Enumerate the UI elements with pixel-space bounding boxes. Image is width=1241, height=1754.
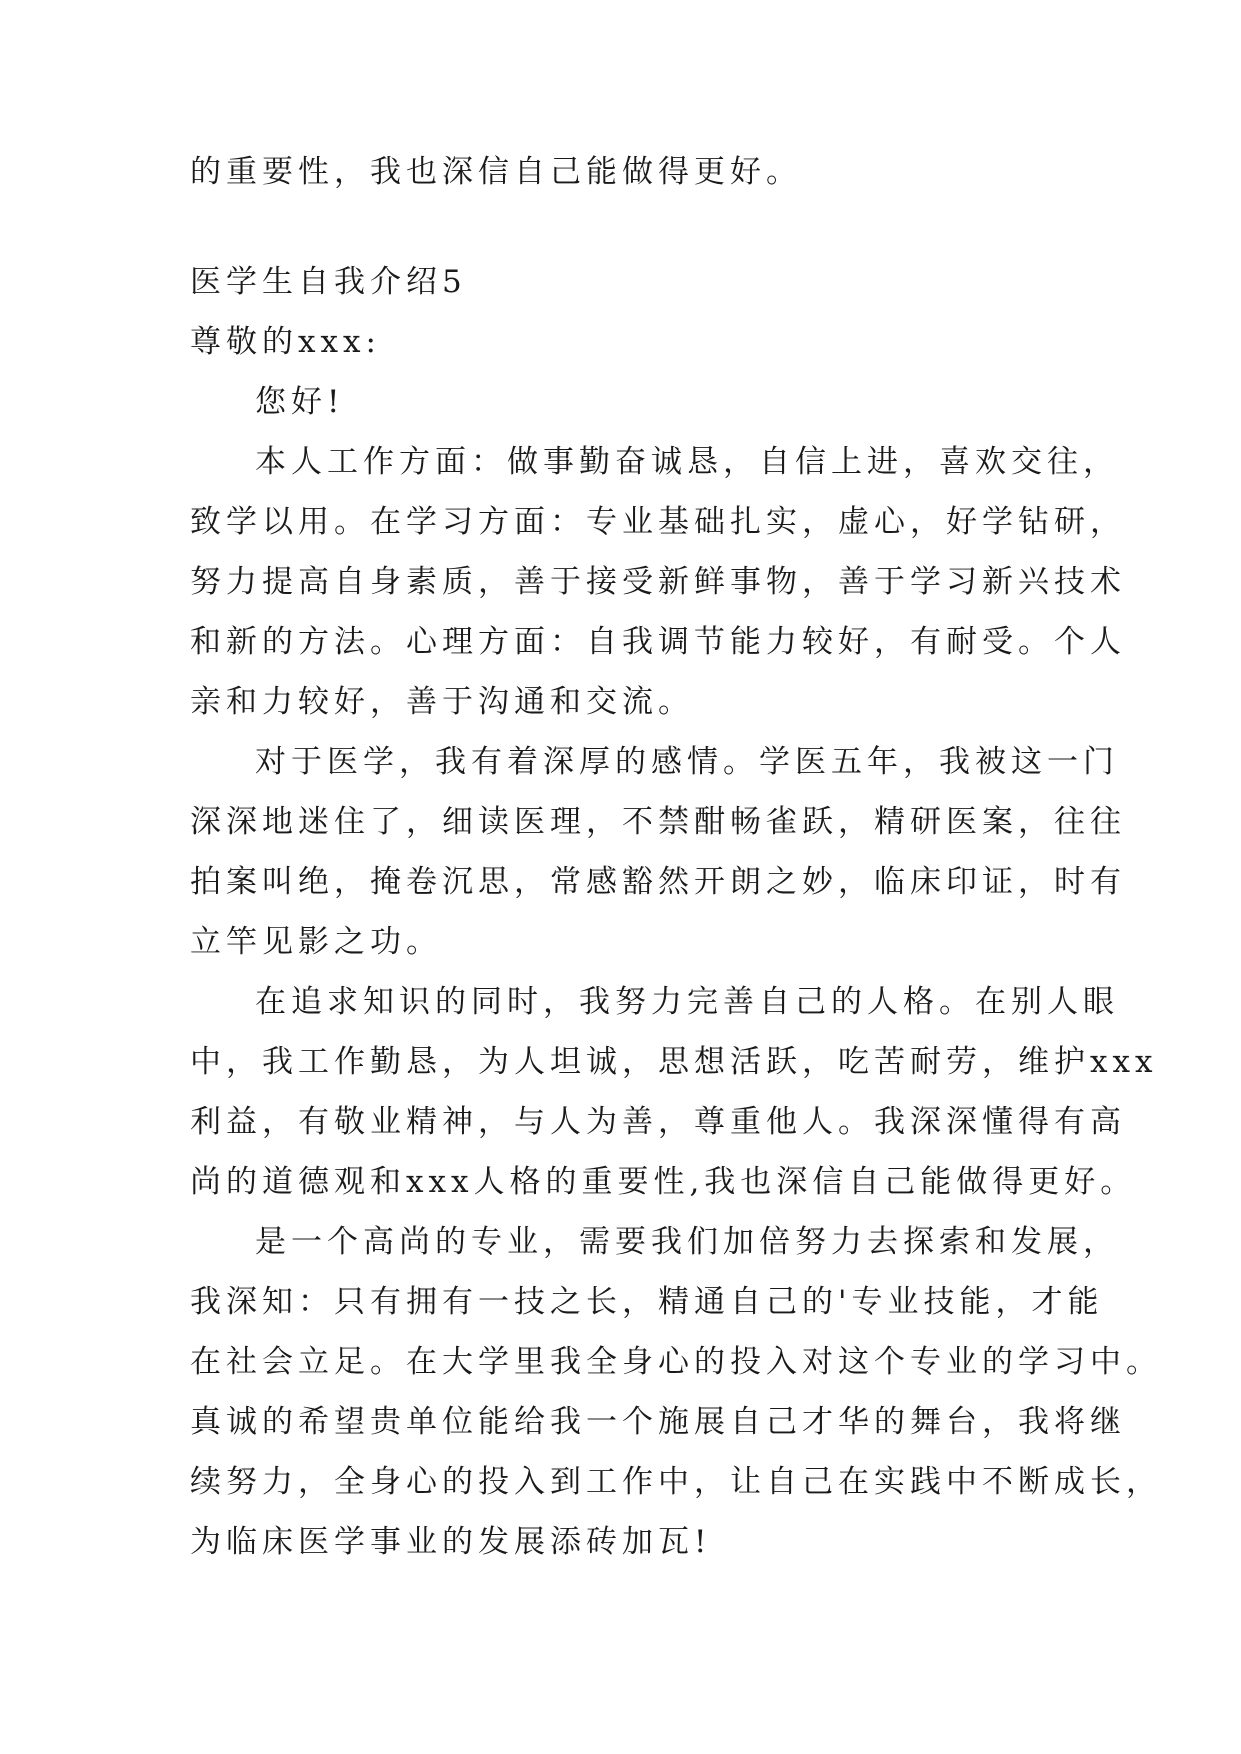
- body-line: 续努力，全身心的投入到工作中，让自己在实践中不断成长，: [190, 1464, 1162, 1500]
- body-line: 是一个高尚的专业，需要我们加倍努力去探索和发展，: [255, 1224, 1119, 1260]
- body-line: 利益，有敬业精神，与人为善，尊重他人。我深深懂得有高: [190, 1104, 1126, 1140]
- body-line: 尚的道德观和xxx人格的重要性,我也深信自己能做得更好。: [190, 1164, 1137, 1200]
- body-line: 和新的方法。心理方面：自我调节能力较好，有耐受。个人: [190, 624, 1126, 660]
- body-line: 努力提高自身素质，善于接受新鲜事物，善于学习新兴技术: [190, 564, 1126, 600]
- body-line: 真诚的希望贵单位能给我一个施展自己才华的舞台，我将继: [190, 1404, 1126, 1440]
- greeting: 您好!: [255, 384, 345, 420]
- body-line: 为临床医学事业的发展添砖加瓦!: [190, 1524, 712, 1560]
- section-title: 医学生自我介绍5: [190, 264, 467, 300]
- salutation: 尊敬的xxx:: [190, 324, 381, 360]
- body-line: 我深知：只有拥有一技之长，精通自己的'专业技能，才能: [190, 1284, 1104, 1320]
- body-line: 致学以用。在学习方面：专业基础扎实，虚心，好学钻研，: [190, 504, 1126, 540]
- body-line: 对于医学，我有着深厚的感情。学医五年，我被这一门: [255, 744, 1119, 780]
- body-line: 亲和力较好，善于沟通和交流。: [190, 684, 694, 720]
- body-line: 在社会立足。在大学里我全身心的投入对这个专业的学习中。: [190, 1344, 1162, 1380]
- body-line: 本人工作方面：做事勤奋诚恳，自信上进，喜欢交往，: [255, 444, 1119, 480]
- body-line: 深深地迷住了，细读医理，不禁酣畅雀跃，精研医案，往往: [190, 804, 1126, 840]
- body-line: 中，我工作勤恳，为人坦诚，思想活跃，吃苦耐劳，维护xxx: [190, 1044, 1158, 1080]
- continuation-line: 的重要性，我也深信自己能做得更好。: [190, 154, 802, 190]
- body-line: 拍案叫绝，掩卷沉思，常感豁然开朗之妙，临床印证，时有: [190, 864, 1126, 900]
- body-line: 立竿见影之功。: [190, 924, 442, 960]
- body-line: 在追求知识的同时，我努力完善自己的人格。在别人眼: [255, 984, 1119, 1020]
